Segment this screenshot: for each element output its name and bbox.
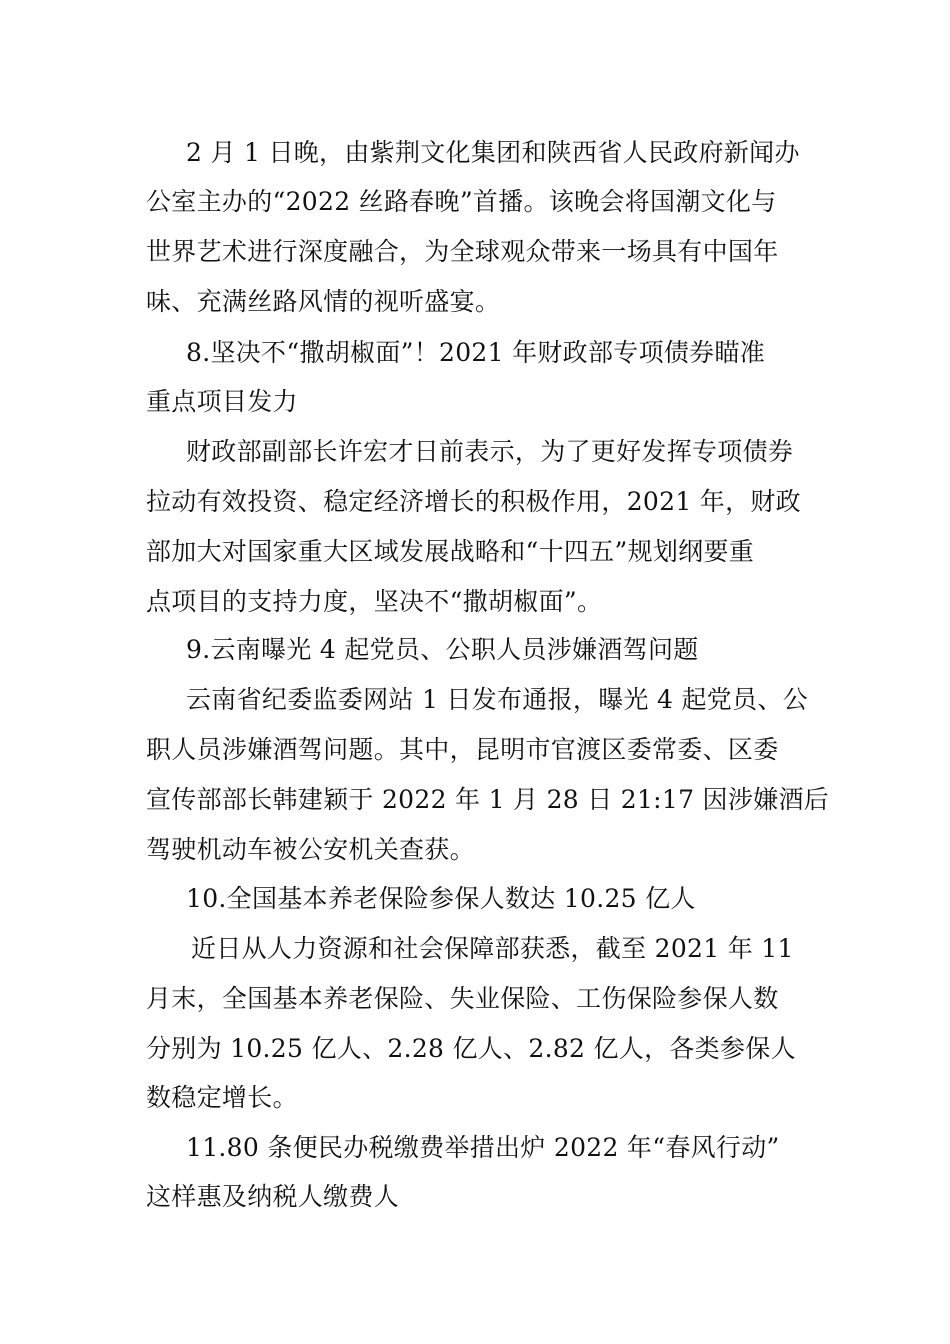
heading-11-line-1: 11.80 条便民办税缴费举措出炉 2022 年“春风行动”: [186, 1133, 780, 1162]
paragraph-8-line-3: 部加大对国家重大区域发展战略和“十四五”规划纲要重: [146, 537, 755, 566]
heading-9: 9.云南曝光 4 起党员、公职人员涉嫌酒驾问题: [186, 635, 699, 664]
paragraph-1-line-3: 世界艺术进行深度融合，为全球观众带来一场具有中国年: [146, 237, 779, 266]
heading-11-line-2: 这样惠及纳税人缴费人: [146, 1182, 400, 1211]
paragraph-8-line-2: 拉动有效投资、稳定经济增长的积极作用，2021 年，财政: [146, 487, 801, 516]
paragraph-10-line-4: 数稳定增长。: [146, 1083, 298, 1112]
heading-8-line-2: 重点项目发力: [146, 387, 298, 416]
heading-8-line-1: 8.坚决不“撒胡椒面”！2021 年财政部专项债券瞄准: [186, 338, 766, 367]
paragraph-10-line-1: 近日从人力资源和社会保障部获悉，截至 2021 年 11: [191, 934, 794, 963]
paragraph-9-line-2: 职人员涉嫌酒驾问题。其中，昆明市官渡区委常委、区委: [146, 735, 779, 764]
heading-10: 10.全国基本养老保险参保人数达 10.25 亿人: [186, 884, 696, 913]
paragraph-1-line-1: 2 月 1 日晚，由紫荆文化集团和陕西省人民政府新闻办: [186, 138, 800, 167]
paragraph-1-line-4: 味、充满丝路风情的视听盛宴。: [146, 287, 501, 316]
paragraph-8-line-1: 财政部副部长许宏才日前表示，为了更好发挥专项债券: [186, 437, 794, 466]
paragraph-9-line-4: 驾驶机动车被公安机关查获。: [146, 835, 475, 864]
paragraph-9-line-1: 云南省纪委监委网站 1 日发布通报，曝光 4 起党员、公: [186, 685, 809, 714]
paragraph-9-line-3: 宣传部部长韩建颖于 2022 年 1 月 28 日 21:17 因涉嫌酒后: [146, 785, 830, 814]
paragraph-10-line-3: 分别为 10.25 亿人、2.28 亿人、2.82 亿人，各类参保人: [146, 1034, 796, 1063]
paragraph-1-line-2: 公室主办的“2022 丝路春晚”首播。该晚会将国潮文化与: [146, 187, 777, 216]
paragraph-8-line-4: 点项目的支持力度，坚决不“撒胡椒面”。: [146, 587, 603, 616]
paragraph-10-line-2: 月末，全国基本养老保险、失业保险、工伤保险参保人数: [146, 984, 779, 1013]
